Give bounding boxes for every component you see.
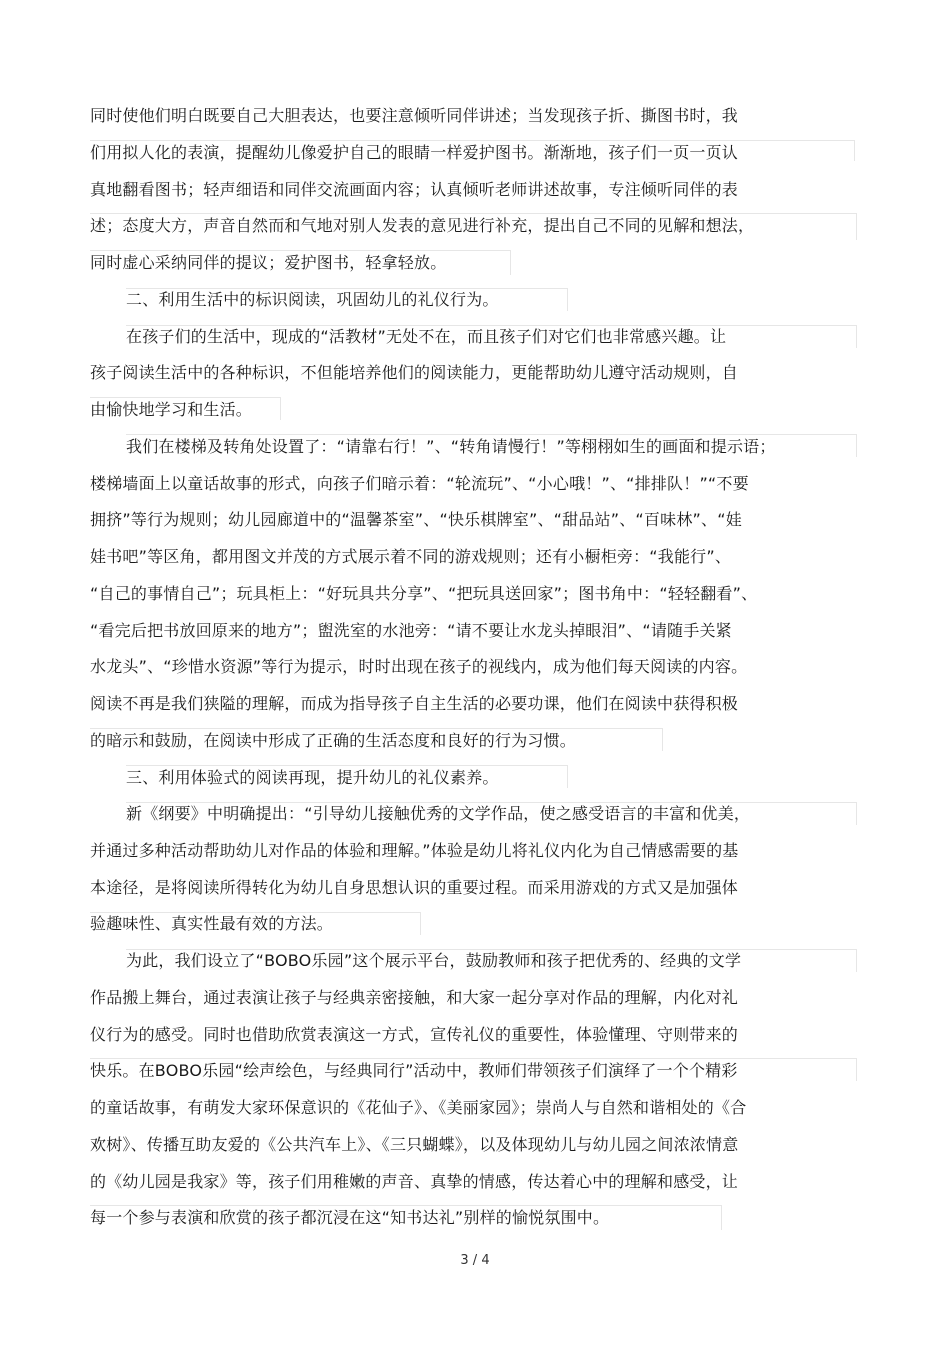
text-line: 同时虚心采纳同伴的提议；爱护图书，轻拿轻放。 <box>90 253 447 272</box>
text-line: 在孩子们的生活中，现成的“活教材”无处不在，而且孩子们对它们也非常感兴趣。让 <box>126 327 727 346</box>
text-line: “看完后把书放回原来的地方”；盥洗室的水池旁：“请不要让水龙头掉眼泪”、“请随手关紧 <box>90 621 732 640</box>
text-line: 由愉快地学习和生活。 <box>90 400 253 419</box>
text-line: 验趣味性、真实性最有效的方法。 <box>90 914 334 933</box>
text-line: 同时使他们明白既要自己大胆表达，也要注意倾听同伴讲述；当发现孩子折、撕图书时，我 <box>90 106 739 125</box>
text-line: 阅读不再是我们狭隘的理解，而成为指导孩子自主生活的必要功课，他们在阅读中获得积极 <box>90 694 739 713</box>
text-line: 们用拟人化的表演，提醒幼儿像爱护自己的眼睛一样爱护图书。渐渐地，孩子们一页一页认 <box>90 143 739 162</box>
text-line: 快乐。在BOBO乐园“绘声绘色，与经典同行”活动中，教师们带领孩子们演绎了一个个精彩 <box>90 1061 738 1080</box>
text-line: 的《幼儿园是我家》等，孩子们用稚嫩的声音、真挚的情感，传达着心中的理解和感受，让 <box>90 1172 739 1191</box>
text-line: 拥挤”等行为规则；幼儿园廊道中的“温馨茶室”、“快乐棋牌室”、“甜品站”、“百味林”、“娃 <box>90 510 742 529</box>
text-line: 每一个参与表演和欣赏的孩子都沉浸在这“知书达礼”别样的愉悦氛围中。 <box>90 1208 610 1227</box>
text-line: 为此，我们设立了“BOBO乐园”这个展示平台，鼓励教师和孩子把优秀的、经典的文学 <box>126 951 742 970</box>
text-line: 的暗示和鼓励，在阅读中形成了正确的生活态度和良好的行为习惯。 <box>90 731 577 750</box>
text-line: 作品搬上舞台，通过表演让孩子与经典亲密接触，和大家一起分享对作品的理解，内化对礼 <box>90 988 739 1007</box>
text-line: 欢树》、传播互助友爱的《公共汽车上》、《三只蝴蝶》，以及体现幼儿与幼儿园之间浓浓情意 <box>90 1135 739 1154</box>
text-line: 楼梯墙面上以童话故事的形式，向孩子们暗示着：“轮流玩”、“小心哦！”、“排排队！”“不要 <box>90 474 749 493</box>
section-heading: 二、利用生活中的标识阅读，巩固幼儿的礼仪行为。 <box>126 290 499 309</box>
page-number: 3 / 4 <box>460 1253 490 1268</box>
text-line: 水龙头”、“珍惜水资源”等行为提示，时时出现在孩子的视线内，成为他们每天阅读的内容。 <box>90 657 748 676</box>
text-line: 新《纲要》中明确提出：“引导幼儿接触优秀的文学作品，使之感受语言的丰富和优美， <box>126 804 751 823</box>
text-line: 我们在楼梯及转角处设置了：“请靠右行！”、“转角请慢行！”等栩栩如生的画面和提示语； <box>126 437 776 456</box>
text-line: 述；态度大方，声音自然而和气地对别人发表的意见进行补充，提出自己不同的见解和想法， <box>90 216 755 235</box>
text-line: 娃书吧”等区角，都用图文并茂的方式展示着不同的游戏规则；还有小橱柜旁：“我能行”、 <box>90 547 732 566</box>
text-line: 仪行为的感受。同时也借助欣赏表演这一方式，宣传礼仪的重要性，体验懂理、守则带来的 <box>90 1025 739 1044</box>
text-line: 本途径，是将阅读所得转化为幼儿自身思想认识的重要过程。而采用游戏的方式又是加强体 <box>90 878 739 897</box>
text-line: 的童话故事，有萌发大家环保意识的《花仙子》、《美丽家园》；崇尚人与自然和谐相处的《合 <box>90 1098 747 1117</box>
text-line: 孩子阅读生活中的各种标识，不但能培养他们的阅读能力，更能帮助幼儿遵守活动规则，自 <box>90 363 739 382</box>
text-line: “自己的事情自己”；玩具柜上：“好玩具共分享”、“把玩具送回家”；图书角中：“轻轻翻看”、 <box>90 584 758 603</box>
text-line: 并通过多种活动帮助幼儿对作品的体验和理解。”体验是幼儿将礼仪内化为自己情感需要的基 <box>90 841 739 860</box>
section-heading: 三、利用体验式的阅读再现，提升幼儿的礼仪素养。 <box>126 768 499 787</box>
text-line: 真地翻看图书；轻声细语和同伴交流画面内容；认真倾听老师讲述故事，专注倾听同伴的表 <box>90 180 739 199</box>
